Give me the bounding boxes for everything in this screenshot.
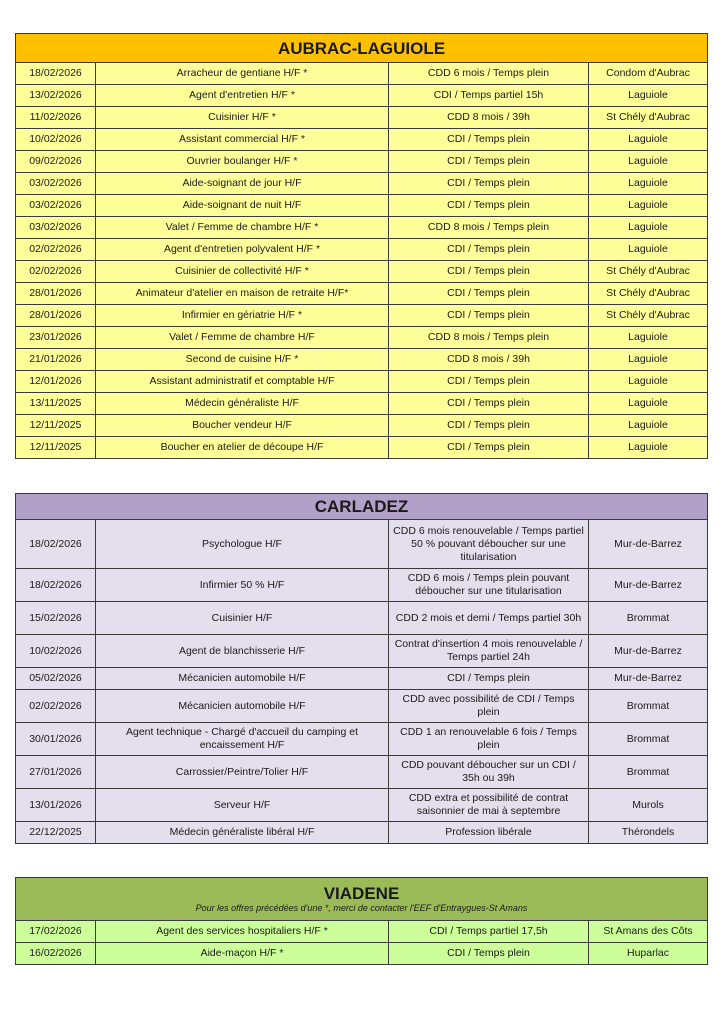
date-cell: 12/11/2025 xyxy=(16,437,96,459)
job-title-cell: Mécanicien automobile H/F xyxy=(96,690,389,723)
contract-cell: CDD 6 mois / Temps plein pouvant déboucher sur une titularisation xyxy=(389,569,589,602)
job-title-cell: Aide-maçon H/F * xyxy=(96,943,389,965)
location-cell: Thérondels xyxy=(589,822,708,844)
contract-cell: CDD 8 mois / Temps plein xyxy=(389,217,589,239)
location-cell: St Chély d'Aubrac xyxy=(589,107,708,129)
job-title-cell: Arracheur de gentiane H/F * xyxy=(96,63,389,85)
job-offer-row xyxy=(16,789,708,822)
job-offer-row xyxy=(16,520,708,569)
job-offer-row xyxy=(16,921,708,943)
date-cell: 16/02/2026 xyxy=(16,943,96,965)
date-cell: 13/11/2025 xyxy=(16,393,96,415)
location-cell: St Chély d'Aubrac xyxy=(589,305,708,327)
date-cell: 23/01/2026 xyxy=(16,327,96,349)
job-offer-row xyxy=(16,327,708,349)
aubrac-laguiole-table xyxy=(15,33,708,459)
location-cell: Laguiole xyxy=(589,173,708,195)
date-cell: 09/02/2026 xyxy=(16,151,96,173)
contract-cell: CDI / Temps plein xyxy=(389,239,589,261)
job-title-cell: Aide-soignant de jour H/F xyxy=(96,173,389,195)
job-title-cell: Animateur d'atelier en maison de retraite H/F* xyxy=(96,283,389,305)
job-offer-row xyxy=(16,217,708,239)
job-offer-row xyxy=(16,349,708,371)
job-offer-row xyxy=(16,239,708,261)
contract-cell: CDD avec possibilité de CDI / Temps plein xyxy=(389,690,589,723)
job-offer-row xyxy=(16,437,708,459)
location-cell: St Chély d'Aubrac xyxy=(589,261,708,283)
location-cell: St Chély d'Aubrac xyxy=(589,283,708,305)
job-title-cell: Second de cuisine H/F * xyxy=(96,349,389,371)
contract-cell: CDD 2 mois et demi / Temps partiel 30h xyxy=(389,602,589,635)
date-cell: 27/01/2026 xyxy=(16,756,96,789)
location-cell: Laguiole xyxy=(589,371,708,393)
date-cell: 10/02/2026 xyxy=(16,129,96,151)
job-title-cell: Boucher vendeur H/F xyxy=(96,415,389,437)
contract-cell: CDD 8 mois / 39h xyxy=(389,107,589,129)
location-cell: Laguiole xyxy=(589,85,708,107)
job-offer-row xyxy=(16,283,708,305)
job-title-cell: Cuisinier H/F * xyxy=(96,107,389,129)
date-cell: 18/02/2026 xyxy=(16,520,96,569)
job-title-cell: Infirmier 50 % H/F xyxy=(96,569,389,602)
job-offer-row xyxy=(16,173,708,195)
contract-cell: CDI / Temps plein xyxy=(389,129,589,151)
job-title-cell: Valet / Femme de chambre H/F * xyxy=(96,217,389,239)
contract-cell: CDI / Temps plein xyxy=(389,151,589,173)
job-title-cell: Valet / Femme de chambre H/F xyxy=(96,327,389,349)
job-title-cell: Assistant administratif et comptable H/F xyxy=(96,371,389,393)
job-title-cell: Aide-soignant de nuit H/F xyxy=(96,195,389,217)
job-title-cell: Ouvrier boulanger H/F * xyxy=(96,151,389,173)
location-cell: Brommat xyxy=(589,756,708,789)
location-cell: Brommat xyxy=(589,690,708,723)
date-cell: 10/02/2026 xyxy=(16,635,96,668)
job-title-cell: Agent d'entretien polyvalent H/F * xyxy=(96,239,389,261)
job-offer-row xyxy=(16,85,708,107)
date-cell: 12/01/2026 xyxy=(16,371,96,393)
contract-cell: CDI / Temps partiel 17,5h xyxy=(389,921,589,943)
location-cell: Murols xyxy=(589,789,708,822)
job-title-cell: Cuisinier H/F xyxy=(96,602,389,635)
contract-cell: CDD 6 mois renouvelable / Temps partiel 50 % pouvant déboucher sur une titularisation xyxy=(389,520,589,569)
job-offer-row xyxy=(16,195,708,217)
job-offer-row xyxy=(16,822,708,844)
date-cell: 12/11/2025 xyxy=(16,415,96,437)
contract-cell: CDI / Temps plein xyxy=(389,437,589,459)
contract-cell: CDI / Temps plein xyxy=(389,668,589,690)
job-title-cell: Cuisinier de collectivité H/F * xyxy=(96,261,389,283)
contract-cell: CDD 8 mois / 39h xyxy=(389,349,589,371)
contract-cell: CDI / Temps plein xyxy=(389,943,589,965)
location-cell: Mur-de-Barrez xyxy=(589,668,708,690)
region-title xyxy=(16,878,708,921)
job-title-cell: Agent d'entretien H/F * xyxy=(96,85,389,107)
date-cell: 03/02/2026 xyxy=(16,195,96,217)
job-title-cell: Boucher en atelier de découpe H/F xyxy=(96,437,389,459)
date-cell: 18/02/2026 xyxy=(16,569,96,602)
contract-cell: CDD 1 an renouvelable 6 fois / Temps plein xyxy=(389,723,589,756)
date-cell: 28/01/2026 xyxy=(16,283,96,305)
job-title-cell: Agent des services hospitaliers H/F * xyxy=(96,921,389,943)
date-cell: 05/02/2026 xyxy=(16,668,96,690)
location-cell: Huparlac xyxy=(589,943,708,965)
date-cell: 13/01/2026 xyxy=(16,789,96,822)
location-cell: St Amans des Côts xyxy=(589,921,708,943)
contract-cell: CDI / Temps plein xyxy=(389,305,589,327)
job-offer-row xyxy=(16,107,708,129)
contract-cell: CDI / Temps plein xyxy=(389,415,589,437)
job-offer-row xyxy=(16,756,708,789)
job-title-cell: Infirmier en gériatrie H/F * xyxy=(96,305,389,327)
job-offer-row xyxy=(16,151,708,173)
contract-cell: Profession libérale xyxy=(389,822,589,844)
location-cell: Laguiole xyxy=(589,195,708,217)
contract-cell: CDI / Temps plein xyxy=(389,261,589,283)
contract-cell: CDI / Temps plein xyxy=(389,371,589,393)
region-title: AUBRAC-LAGUIOLE xyxy=(16,34,708,63)
date-cell: 02/02/2026 xyxy=(16,261,96,283)
region-title: CARLADEZ xyxy=(16,494,708,520)
date-cell: 17/02/2026 xyxy=(16,921,96,943)
job-offer-row xyxy=(16,723,708,756)
job-offer-row xyxy=(16,690,708,723)
location-cell: Laguiole xyxy=(589,327,708,349)
date-cell: 28/01/2026 xyxy=(16,305,96,327)
job-title-cell: Assistant commercial H/F * xyxy=(96,129,389,151)
job-offer-row xyxy=(16,305,708,327)
location-cell: Laguiole xyxy=(589,437,708,459)
location-cell: Laguiole xyxy=(589,415,708,437)
job-offer-row xyxy=(16,635,708,668)
job-title-cell: Psychologue H/F xyxy=(96,520,389,569)
contract-cell: CDI / Temps plein xyxy=(389,173,589,195)
location-cell: Condom d'Aubrac xyxy=(589,63,708,85)
job-title-cell: Carrossier/Peintre/Tolier H/F xyxy=(96,756,389,789)
date-cell: 03/02/2026 xyxy=(16,217,96,239)
location-cell: Laguiole xyxy=(589,129,708,151)
job-offer-row xyxy=(16,943,708,965)
job-title-cell: Médecin généraliste H/F xyxy=(96,393,389,415)
contract-cell: CDD 6 mois / Temps plein xyxy=(389,63,589,85)
location-cell: Laguiole xyxy=(589,239,708,261)
job-offer-row xyxy=(16,415,708,437)
date-cell: 03/02/2026 xyxy=(16,173,96,195)
date-cell: 22/12/2025 xyxy=(16,822,96,844)
job-title-cell: Serveur H/F xyxy=(96,789,389,822)
job-title-cell: Médecin généraliste libéral H/F xyxy=(96,822,389,844)
date-cell: 02/02/2026 xyxy=(16,239,96,261)
location-cell: Laguiole xyxy=(589,151,708,173)
job-offer-row xyxy=(16,63,708,85)
date-cell: 02/02/2026 xyxy=(16,690,96,723)
contract-cell: CDI / Temps partiel 15h xyxy=(389,85,589,107)
location-cell: Mur-de-Barrez xyxy=(589,520,708,569)
location-cell: Laguiole xyxy=(589,349,708,371)
contract-cell: Contrat d'insertion 4 mois renouvelable / Temps partiel 24h xyxy=(389,635,589,668)
date-cell: 30/01/2026 xyxy=(16,723,96,756)
date-cell: 21/01/2026 xyxy=(16,349,96,371)
location-cell: Mur-de-Barrez xyxy=(589,569,708,602)
job-offer-row xyxy=(16,668,708,690)
job-offer-row xyxy=(16,371,708,393)
date-cell: 18/02/2026 xyxy=(16,63,96,85)
contract-cell: CDD 8 mois / Temps plein xyxy=(389,327,589,349)
location-cell: Brommat xyxy=(589,602,708,635)
carladez-table xyxy=(15,493,708,844)
contract-cell: CDD extra et possibilité de contrat saisonnier de mai à septembre xyxy=(389,789,589,822)
contract-cell: CDI / Temps plein xyxy=(389,195,589,217)
date-cell: 11/02/2026 xyxy=(16,107,96,129)
contract-cell: CDI / Temps plein xyxy=(389,393,589,415)
location-cell: Laguiole xyxy=(589,217,708,239)
job-offer-row xyxy=(16,602,708,635)
job-title-cell: Agent technique - Chargé d'accueil du camping et encaissement H/F xyxy=(96,723,389,756)
location-cell: Laguiole xyxy=(589,393,708,415)
job-offer-row xyxy=(16,393,708,415)
region-title-text: VIADENE xyxy=(323,883,400,903)
date-cell: 15/02/2026 xyxy=(16,602,96,635)
location-cell: Mur-de-Barrez xyxy=(589,635,708,668)
job-offer-row xyxy=(16,129,708,151)
location-cell: Brommat xyxy=(589,723,708,756)
job-title-cell: Mécanicien automobile H/F xyxy=(96,668,389,690)
job-title-cell: Agent de blanchisserie H/F xyxy=(96,635,389,668)
region-note: Pour les offres précédées d'une *, merci de contacter l'EEF d'Entraygues-St Amans xyxy=(195,902,528,913)
contract-cell: CDD pouvant déboucher sur un CDI / 35h ou 39h xyxy=(389,756,589,789)
viadene-table xyxy=(15,877,708,965)
date-cell: 13/02/2026 xyxy=(16,85,96,107)
job-offer-row xyxy=(16,261,708,283)
contract-cell: CDI / Temps plein xyxy=(389,283,589,305)
job-offer-row xyxy=(16,569,708,602)
